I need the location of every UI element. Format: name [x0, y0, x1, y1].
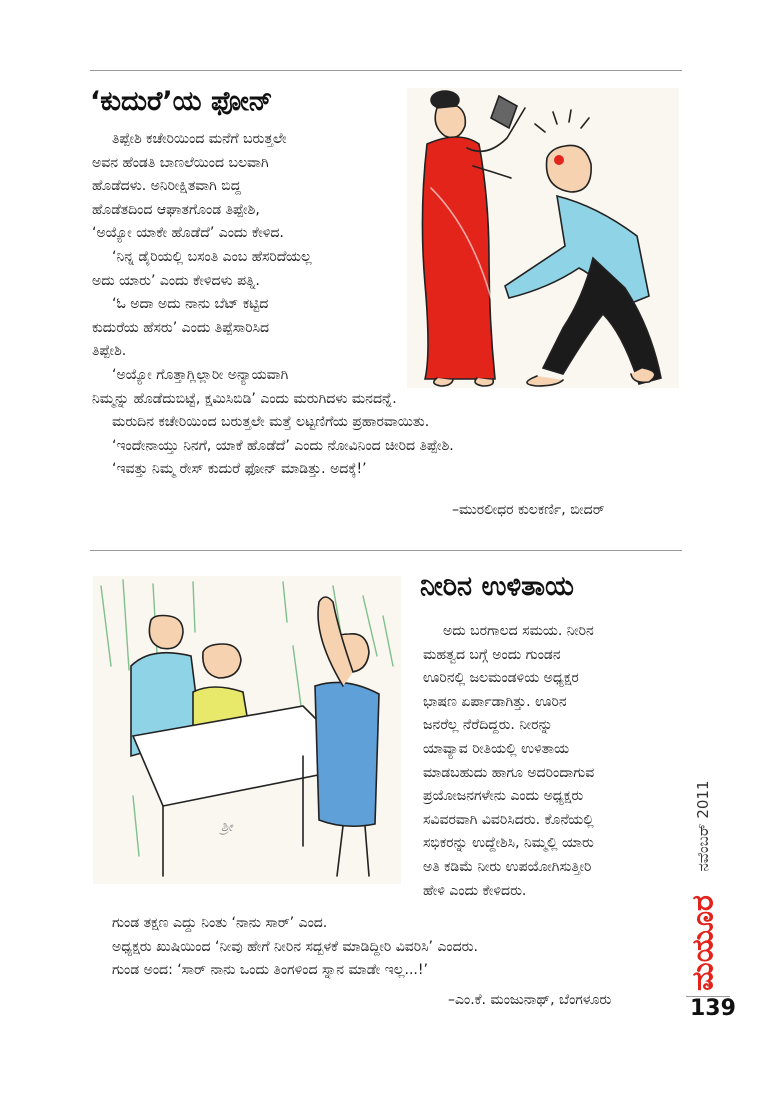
story1-line: ಹೊಡೆದಳು. ಅನಿರೀಕ್ಷಿತವಾಗಿ ಬಿದ್ದ [92, 178, 242, 195]
story1-credit: –ಮುರಲೀಧರ ಕುಲಕರ್ಣಿ, ಬೀದರ್ [452, 502, 605, 518]
issue-date-text: ನವೆಂಬರ್ 2011 [694, 780, 712, 872]
story2-line: ಪ್ರಯೋಜನಗಳೇನು ಎಂದು ಅಧ್ಯಕ್ಷರು [423, 788, 584, 805]
story2-line: ಸವಿವರವಾಗಿ ವಿವರಿಸಿದರು. ಕೊನೆಯಲ್ಲಿ [423, 811, 594, 828]
story2-line: ಊರಿನಲ್ಲಿ ಜಲಮಂಡಳಿಯ ಅಧ್ಯಕ್ಷರ [423, 670, 579, 687]
middle-rule [90, 550, 682, 551]
story2-ending-line: ಗುಂಡ ತಕ್ಷಣ ಎದ್ದು ನಿಂತು ‘ನಾನು ಸಾರ್’ ಎಂದ. [112, 915, 328, 931]
story1-line: ‘ಓ ಅದಾ ಅದು ನಾನು ಬೆಟ್ ಕಟ್ಟಿದ [112, 296, 269, 313]
story1-line: ಹೊಡೆತದಿಂದ ಆಘಾತಗೊಂಡ ತಿಪ್ಪೇಶಿ, [92, 201, 260, 218]
story2-line: ಸಭಿಕರನ್ನು ಉದ್ದೇಶಿಸಿ, ನಿಮ್ಮಲ್ಲಿ ಯಾರು [423, 835, 594, 852]
story1-body [92, 128, 454, 482]
story2-ending-line: ಗುಂಡ ಅಂದ: ‘ಸಾರ್ ನಾನು ಒಂದು ತಿಂಗಳಿಂದ ಸ್ನಾನ ಮಾಡೇ ಇಲ್ಲ...!’ [112, 962, 428, 979]
story1-line: ನಿಮ್ಮನ್ನು ಹೊಡೆದುಬಿಟ್ಟೆ, ಕ್ಷಮಿಸಿಬಿಡಿ’ ಎಂದು ಮರುಗಿದಳು ಮನದನ್ನೆ. [92, 390, 397, 407]
story2-line: ಜನರೆಲ್ಲ ನೆರೆದಿದ್ದರು. ನೀರನ್ನು [423, 717, 553, 734]
magazine-logo [685, 890, 721, 996]
story2-line: ಮಾಡಬಹುದು ಹಾಗೂ ಅದರಿಂದಾಗುವ [423, 764, 595, 781]
story2-body [423, 620, 594, 903]
story1-line: ತಿಪ್ಪೇಶಿ ಕಚೇರಿಯಿಂದ ಮನೆಗೆ ಬರುತ್ತಲೇ [112, 131, 287, 147]
story2-line: ಅದು ಬರಗಾಲದ ಸಮಯ. ನೀರಿನ [443, 623, 594, 639]
story2-credit: –ಎಂ.ಕೆ. ಮಂಜುನಾಥ್, ಬೆಂಗಳೂರು [448, 992, 612, 1008]
story1-title: ‘ಕುದುರೆ’ಯ ಫೋನ್ [90, 86, 273, 117]
issue-date [688, 766, 718, 886]
story1-line: ‘ಅಯ್ಯೋ ಗೊತ್ತಾಗ್ಲಿಲ್ಲಾರೀ ಅನ್ಯಾಯವಾಗಿ [112, 366, 289, 383]
story1-line: ‘ಇಂದೇನಾಯ್ತು ನಿನಗೆ, ಯಾಕೆ ಹೊಡೆದೆ’ ಎಂದು ನೋವಿನಿಂದ ಚೀರಿದ ತಿಪ್ಪೇಶಿ. [112, 437, 454, 454]
story2-line: ಅತಿ ಕಡಿಮೆ ನೀರು ಉಪಯೋಗಿಸುತ್ತೀರಿ [423, 858, 592, 875]
story1-line: ‘ನಿನ್ನ ಡೈರಿಯಲ್ಲಿ ಬಸಂತಿ ಎಂಬ ಹೆಸರಿದೆಯಲ್ಲ [112, 248, 312, 265]
story2-line: ಭಾಷಣ ಏರ್ಪಾಡಾಗಿತ್ತು. ಊರಿನ [423, 693, 567, 710]
story2-ending [112, 912, 478, 983]
illustration-signature: ಶ್ರೀ [221, 820, 233, 835]
story2-line: ಹೇಳಿ ಎಂದು ಕೇಳಿದರು. [423, 882, 527, 899]
top-rule [90, 70, 682, 71]
story1-line: ಅವನ ಹೆಂಡತಿ ಬಾಣಲೆಯಿಂದ ಬಲವಾಗಿ [92, 154, 269, 171]
story2-line: ಯಾವ್ಯಾವ ರೀತಿಯಲ್ಲಿ ಉಳಿತಾಯ [423, 740, 570, 757]
story1-line: ಮರುದಿನ ಕಚೇರಿಯಿಂದ ಬರುತ್ತಲೇ ಮತ್ತೆ ಲಟ್ಟಣಿಗೆಯ ಪ್ರಹಾರವಾಯಿತು. [112, 414, 430, 431]
story2-ending-line: ಅಧ್ಯಕ್ಷರು ಖುಷಿಯಿಂದ ‘ನೀವು ಹೇಗೆ ನೀರಿನ ಸದ್ಬಳಕೆ ಮಾಡಿದ್ದೀರಿ ವಿವರಿಸಿ’ ಎಂದರು. [112, 938, 478, 955]
magazine-sidebar [685, 766, 721, 996]
story2-title: ನೀರಿನ ಉಳಿತಾಯ [420, 571, 574, 602]
story2-illustration [93, 576, 401, 884]
story1-line: ‘ಅಯ್ಯೋ ಯಾಕೇ ಹೊಡೆದೆ’ ಎಂದು ಕೇಳಿದ. [92, 225, 284, 242]
story1-line: ಕುದುರೆಯ ಹೆಸರು’ ಎಂದು ತಿಪ್ಪೆಸಾರಿಸಿದ [92, 319, 270, 336]
magazine-name: ಮಯೂರ [685, 895, 721, 991]
story1-line: ‘ಇವತ್ತು ನಿಮ್ಮ ರೇಸ್ ಕುದುರೆ ಫೋನ್ ಮಾಡಿತ್ತು. ಅದಕ್ಕೆ!’ [112, 461, 367, 478]
page-number: 139 [690, 996, 736, 1021]
story1-line: ತಿಪ್ಪೇಶಿ. [92, 343, 127, 360]
story2-line: ಮಹತ್ವದ ಬಗ್ಗೆ ಅಂದು ಗುಂಡನ [423, 646, 561, 663]
story1-line: ಅದು ಯಾರು’ ಎಂದು ಕೇಳಿದಳು ಪತ್ನಿ. [92, 272, 260, 289]
